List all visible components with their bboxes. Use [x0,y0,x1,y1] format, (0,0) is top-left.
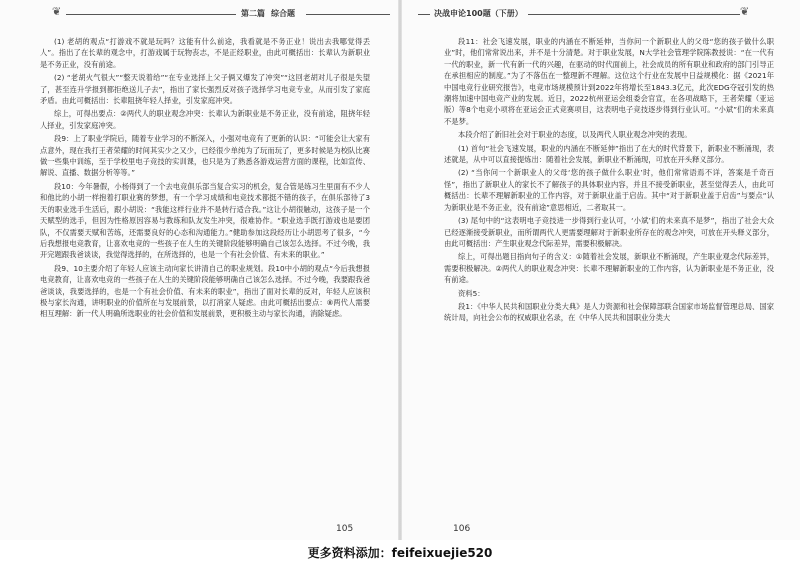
paragraph: 段1：《中华人民共和国职业分类大典》是人力资源和社会保障部联合国家市场监督管理总局、国家统计局，向社会公布的权威职业名录，在《中华人民共和国职业分类大 [444,301,774,323]
paragraph: 段9、10主要介绍了年轻人应该主动向家长讲清自己的职业规划。段10中小胡的观点“今后我想报电竞教育，让喜欢电竞的一些孩子在人生的关键阶段能够明确自己该怎么选择。不过今晚，我要跟我爸爸谈谈，我要选择的，也是一个有社会价值、有未来的职业”，指出了面对长辈的反对，年轻人应该积极与家长沟通，讲明职业的价值所在与发展前景，以打消家人疑虑。由此可概括出要点：⑧两代人需要相互理解：新一代人明确所选职业的社会价值和发展前景，更积极主动与家长沟通，消除疑虑。 [40,263,370,319]
paragraph: 段11：社会飞速发展，职业的内涵在不断延伸，当你问一个新职业人的父母“您的孩子做什么职业”时，他们常常说出来，并不是十分清楚。对于职业发展，N大学社会管理学院陈教授说：“在一代有一代的职业，新一代有新一代的兴趣，在驱动的时代面前上，社会成员的所有职业和政府的部门引导正在承担相应的制度。”为了不落伍在一整理新不理解。这位这个行业在发展中日益规模化：据《2021年中国电竞行业研究报告》，电竞市场规模预计到2022年将增长至1843.3亿元，此次EDG夺冠引发的热潮将加速中国电竞产业的发展。近日，2022杭州亚运会组委会官宣，在各项战略下，王者荣耀（亚运版）等8个电竞小项将在亚运会正式竞赛项目，这表明电子竞技逐步得到行业认可。“小斌”们的未来真不是梦。 [444,37,774,126]
paragraph: 本段介绍了新旧社会对于职业的态度，以及两代人职业观念冲突的表现。 [458,130,692,140]
book-spine [398,0,402,540]
leaf-ornament-icon: ❦ [740,5,750,18]
paragraph: 综上，可得出要点：②两代人的职业观念冲突：长辈认为新职业是不务正业，没有前途，阻挠年轻人择业，引发家庭冲突。 [40,109,370,130]
header-title: 综合题 [271,9,295,18]
left-page-text [40,36,370,322]
paragraph: 段9：上了职业学院后，随着专业学习的不断深入，小强对电竞有了更新的认识：“可能会让大家有点意外，现在我打王者荣耀的时间其实少之又少，已经很少单纯为了玩而玩了，更多时候是为校队比赛做一些集中训练，至于学校里电子竞技的实训课，也只是为了熟悉各游戏运营方面的课程，比如宣传、解说、直播、数据分析等等。” [40,134,370,178]
leaf-ornament-icon: ❦ [52,5,62,18]
paragraph: (2) “老胡火气很大”“整天说着给”“在专业选择上父子俩又爆发了冲突”“这回老胡对儿子很是失望了，甚至连升学报到都拒绝送儿子去”，指出了家长强烈反对孩子选择学习电竞专业，从而引发了家庭矛盾。由此可概括出：长辈阻挠年轻人择业，引发家庭冲突。 [40,73,370,106]
paragraph: (1) 首句“社会飞速发展，职业的内涵在不断延伸”指出了在大的时代背景下，新职业不断涌现，表述就是，从中可以直接提炼出：随着社会发展，新职业不断涌现，可放在开头释义部分。 [444,143,774,165]
page-number: 105 [336,524,354,534]
paragraph: 综上，可得出题目指向句子的含义：①随着社会发展，新职业不断涌现，产生职业观念代际差异，需要积极解决。②两代人的职业观念冲突：长辈不理解新职业的工作内容，认为新职业是不务正业，没有前途。 [444,252,774,285]
paragraph: (2) “当你问一个新职业人的父母‘您的孩子做什么职业’时，他们常常语焉不详，答案是千奇百怪”，指出了新职业人的家长不了解孩子的具体职业内容，并且不接受新职业，甚至觉得丢人，由此可概括出：长辈不理解新职业的工作内容，对于新职业盖于启齿。其中“对于新职业盖于启齿”与要点“认为新职业是不务正业，没有前途”意思相近，二者取其一。 [444,168,774,212]
paragraph: (3) 尾句中的“这表明电子竞技进一步得到行业认可，‘小斌’们的未来真不是梦”，指出了社会大众已经逐渐接受新职业，而所谓两代人更需要理解对于新职业所存在的观念冲突，可放在开头释义部分，由此可概括出：产生职业观念代际差异，需要积极解决。 [444,216,774,248]
header-section: 第二篇 [241,9,265,18]
footer-promo: 更多资料添加：feifeixuejie520 [307,546,493,560]
paragraph: (1) 老胡的观点“打游戏不就是玩吗？这能有什么前途，我看就是不务正业！说出去我哪觉得丢人”。指出了在长辈的观念中，打游戏属于玩物丧志，不是正经职业，由此可概括出：长辈认为新职业是不务正业，没有前途。 [40,37,370,69]
page-number: 106 [453,524,471,534]
paragraph: 段10：今年暑假，小杨得到了一个去电竞俱乐部当复合实习的机会，复合管是练习生里面有不少人和他比的小胡一样抱着打职业赛的梦想，有一个学习成绩和电竞技术都挺不错的孩子，在俱乐部待了3天的职业选手生活后，跟小胡说：“我能这样行业并不是转行适合我。”这让小胡很触动，这孩子是一个天赋型的选手，但因为性格原因容易与教练和队友发生冲突，很难协作。“职业选手既打游戏也是要团队，不仅需要天赋和苦练，还需要良好的心态和沟通能力。”健助参加这段经历让小胡思考了很多，“今后我想报电竞教育，让喜欢电竞的一些孩子在人生的关键阶段能够明确自己该怎么选择。不过今晚，我开完题跟我爸谈谈，我觉得选择的，在所选择的，也是一个有社会价值、有未来的职业。” [40,181,370,260]
paragraph: 资料5： [458,288,485,298]
book-title: 决战申论100题（下册） [434,9,523,18]
right-page-text [444,36,774,326]
